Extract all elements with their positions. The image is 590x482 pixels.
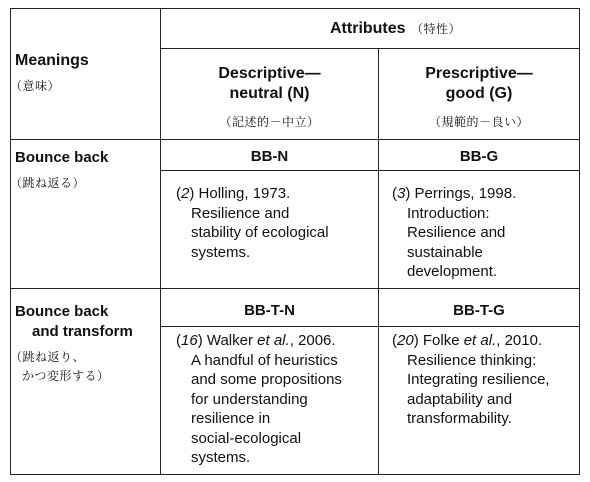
citation-title-line: systems. bbox=[191, 243, 251, 261]
divider-between-rows bbox=[10, 288, 580, 289]
row-meaning-jp-label: （跳ね返り、 bbox=[10, 350, 86, 364]
citation-author-year: Perrings, 1998. bbox=[414, 185, 517, 202]
citation-title-line: sustainable bbox=[407, 243, 483, 261]
reference-number: 16 bbox=[181, 332, 198, 349]
divider-attribute-columns bbox=[378, 48, 379, 475]
citation-folke: (20) Folke et al., 2010. Resilience thinking: Integrating resilience, adaptability and transformability. bbox=[392, 332, 550, 427]
citation-walker: (16) Walker et al., 2006. A handful of heuristics and some propositions for understanding resilience in social-ecological systems. bbox=[176, 332, 342, 466]
citation-title-line: transformability. bbox=[407, 410, 512, 427]
descriptive-line1: Descriptive— bbox=[218, 65, 321, 82]
row-meaning-label: Bounce back bbox=[15, 149, 109, 166]
row-meaning-jp-label: （跳ね返る） bbox=[10, 176, 86, 190]
citation-title-line: for understanding bbox=[191, 390, 308, 408]
citation-etal: et al. bbox=[463, 332, 497, 349]
citation-title-line: Resilience and bbox=[407, 224, 506, 241]
citation-year: , 2006. bbox=[289, 332, 336, 349]
divider-under-bb-code bbox=[160, 170, 580, 171]
descriptive-jp-label: （記述的－中立） bbox=[219, 115, 320, 129]
table-border-bottom bbox=[10, 474, 580, 475]
citation-title-line: and some propositions bbox=[191, 371, 342, 388]
citation-etal: et al. bbox=[257, 332, 290, 349]
table-border-right bbox=[579, 8, 580, 475]
citation-title-line: stability of ecological bbox=[191, 224, 329, 241]
reference-number: 3 bbox=[397, 185, 406, 202]
citation-title-line: Introduction: bbox=[407, 204, 490, 222]
citation-author: Walker bbox=[206, 332, 253, 349]
prescriptive-line1: Prescriptive— bbox=[425, 65, 533, 82]
citation-year: , 2010. bbox=[496, 332, 543, 349]
citation-title-line: adaptability and bbox=[407, 390, 513, 408]
attributes-label: Attributes bbox=[330, 20, 406, 37]
reference-number: 2 bbox=[181, 185, 190, 202]
cell-code-bb-t-n: BB-T-N bbox=[244, 302, 295, 319]
table-border-top bbox=[10, 8, 580, 9]
citation-title-line: systems. bbox=[191, 449, 251, 466]
row-meaning-label-line2: and transform bbox=[32, 323, 133, 340]
citation-title-line: A handful of heuristics bbox=[191, 351, 338, 369]
divider-under-bbt-code bbox=[160, 326, 580, 327]
citation-title-line: social-ecological bbox=[191, 429, 302, 447]
cell-code-bb-n: BB-N bbox=[250, 148, 289, 165]
citation-author-year: Holling, 1973. bbox=[198, 185, 291, 202]
citation-holling: (2) Holling, 1973. Resilience and stability of ecological systems. bbox=[176, 185, 329, 261]
meanings-label: Meanings bbox=[15, 52, 89, 69]
citation-author: Folke bbox=[422, 332, 460, 349]
attributes-jp-label: （特性） bbox=[411, 22, 462, 36]
divider-under-attributes bbox=[160, 48, 580, 49]
citation-title-line: Resilience and bbox=[191, 204, 290, 222]
cell-code-bb-t-g: BB-T-G bbox=[453, 302, 505, 319]
citation-title-line: development. bbox=[407, 263, 498, 280]
cell-code-bb-g: BB-G bbox=[459, 148, 499, 165]
citation-title-line: Resilience thinking: bbox=[407, 351, 537, 369]
row-meaning-jp-label-line2: かつ変形する） bbox=[22, 369, 110, 383]
prescriptive-jp-label: （規範的－良い） bbox=[428, 115, 529, 129]
row-meaning-label: Bounce back bbox=[15, 303, 109, 320]
citation-title-line: Integrating resilience, bbox=[407, 371, 550, 388]
resilience-table bbox=[10, 8, 580, 475]
reference-number: 20 bbox=[397, 332, 414, 349]
citation-perrings: (3) Perrings, 1998. Introduction: Resilience and sustainable development. bbox=[392, 185, 517, 280]
citation-title-line: resilience in bbox=[191, 410, 271, 427]
divider-under-header bbox=[10, 139, 580, 140]
descriptive-line2: neutral (N) bbox=[229, 85, 310, 102]
meanings-jp-label: （意味） bbox=[10, 79, 61, 93]
prescriptive-line2: good (G) bbox=[445, 85, 513, 102]
